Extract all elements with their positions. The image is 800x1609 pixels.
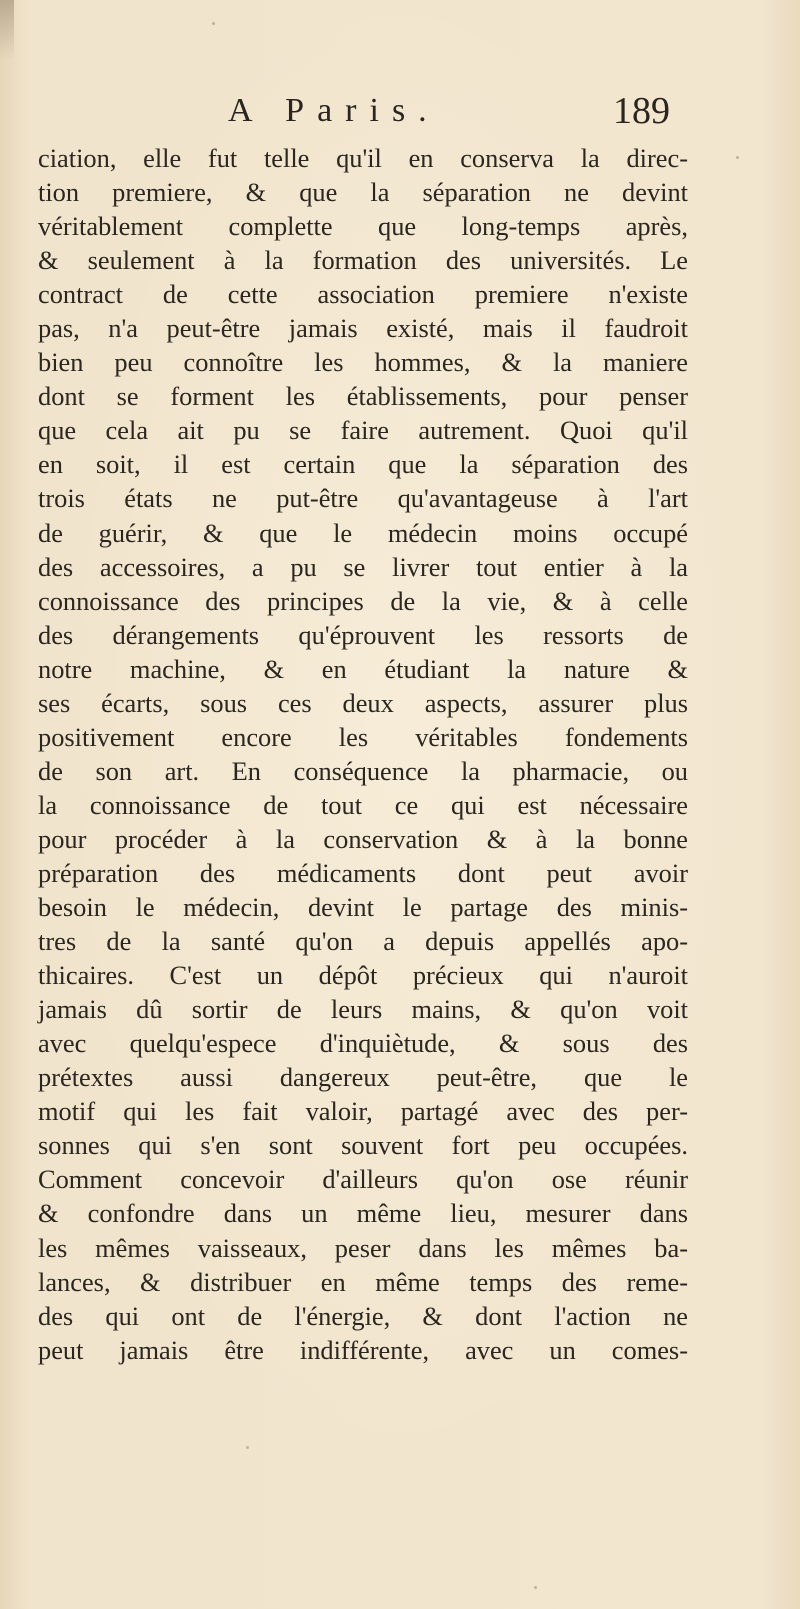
text-line: en soit, il est certain que la séparation des	[38, 449, 688, 480]
page-edge-stain	[0, 0, 14, 60]
text-line: lances, & distribuer en même temps des reme-	[38, 1266, 688, 1297]
text-line: Comment concevoir d'ailleurs qu'on ose réunir	[38, 1164, 688, 1195]
text-line: préparation des médicaments dont peut avoir	[38, 857, 688, 888]
text-line: avec quelqu'espece d'inquiètude, & sous des	[38, 1028, 688, 1059]
text-line: trois états ne put-être qu'avantageuse à l'art	[38, 483, 688, 514]
text-line: pour procéder à la conservation & à la bonne	[38, 823, 688, 854]
text-line: les mêmes vaisseaux, peser dans les mêmes ba-	[38, 1232, 688, 1263]
text-line: positivement encore les véritables fondements	[38, 721, 688, 752]
text-line: tres de la santé qu'on a depuis appellés apo-	[38, 926, 688, 957]
text-line: sonnes qui s'en sont souvent fort peu occupées.	[38, 1130, 688, 1161]
text-line: dont se forment les établissements, pour penser	[38, 381, 688, 412]
text-line: pas, n'a peut-être jamais existé, mais il faudroit	[38, 313, 688, 344]
text-line: de son art. En conséquence la pharmacie, ou	[38, 755, 688, 786]
text-line: tion premiere, & que la séparation ne devint	[38, 177, 688, 208]
running-head	[0, 86, 800, 136]
running-title: A Paris.	[228, 92, 440, 129]
text-line: connoissance des principes de la vie, & à celle	[38, 585, 688, 616]
text-line: de guérir, & que le médecin moins occupé	[38, 517, 688, 548]
body-text	[38, 141, 688, 1367]
text-line: & seulement à la formation des universités. Le	[38, 245, 688, 276]
text-line: des qui ont de l'énergie, & dont l'action ne	[38, 1300, 688, 1331]
text-line: thicaires. C'est un dépôt précieux qui n'auroit	[38, 960, 688, 991]
text-line: des accessoires, a pu se livrer tout entier à la	[38, 551, 688, 582]
text-line: peut jamais être indifférente, avec un comes-	[38, 1334, 688, 1365]
text-line: la connoissance de tout ce qui est nécessaire	[38, 789, 688, 820]
text-line: besoin le médecin, devint le partage des minis-	[38, 892, 688, 923]
paper-speck	[212, 22, 215, 25]
text-line: ciation, elle fut telle qu'il en conserva la direc-	[38, 143, 688, 173]
text-line: que cela ait pu se faire autrement. Quoi qu'il	[38, 415, 688, 446]
text-line: motif qui les fait valoir, partagé avec des per-	[38, 1096, 688, 1127]
text-line: véritablement complette que long-temps après,	[38, 211, 688, 242]
paper-speck	[736, 156, 739, 159]
paper-speck	[246, 1446, 249, 1449]
text-line: prétextes aussi dangereux peut-être, que le	[38, 1062, 688, 1093]
text-line: des dérangements qu'éprouvent les ressorts de	[38, 619, 688, 650]
text-line: jamais dû sortir de leurs mains, & qu'on voit	[38, 994, 688, 1025]
text-line: notre machine, & en étudiant la nature &	[38, 653, 688, 684]
paper-speck	[534, 1586, 537, 1589]
text-line: bien peu connoître les hommes, & la maniere	[38, 347, 688, 378]
page-number: 189	[613, 90, 670, 132]
text-line: ses écarts, sous ces deux aspects, assurer plus	[38, 687, 688, 718]
text-line: & confondre dans un même lieu, mesurer dans	[38, 1198, 688, 1229]
text-line: contract de cette association premiere n'existe	[38, 279, 688, 310]
